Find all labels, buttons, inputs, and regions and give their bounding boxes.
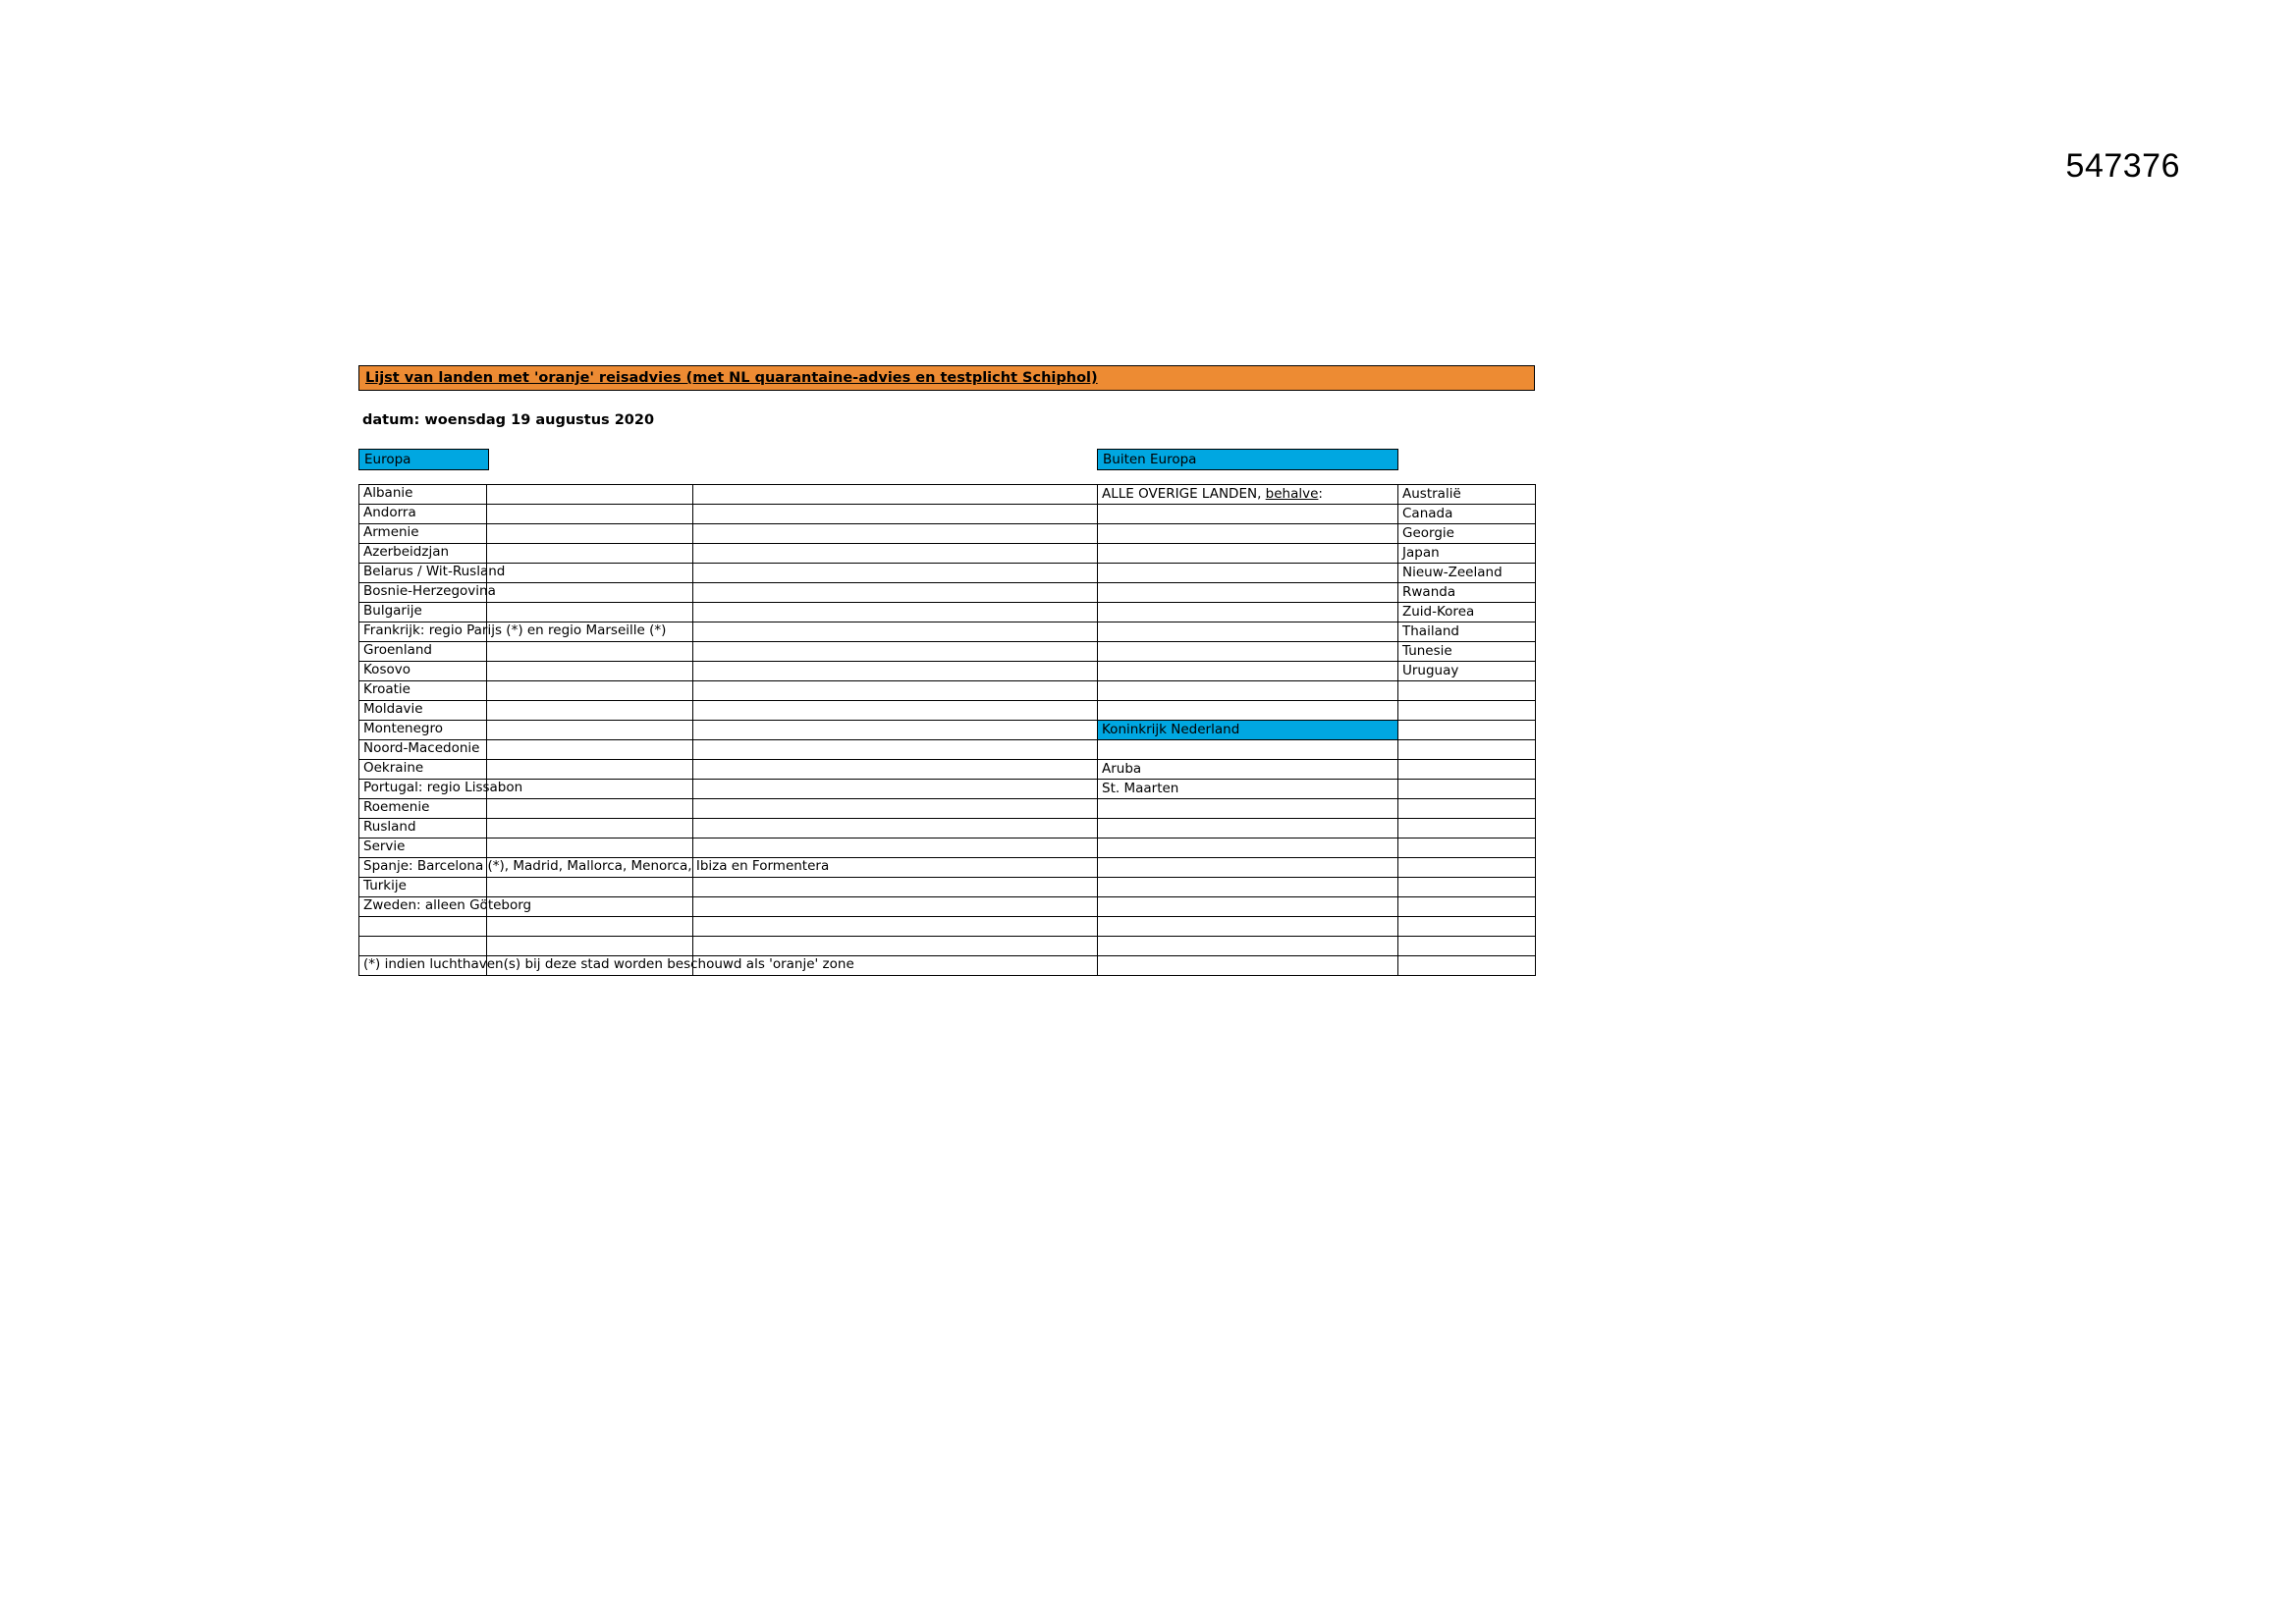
section-headers: [358, 449, 1537, 470]
cell-exception-country[interactable]: [1398, 681, 1536, 701]
cell-europa-country-label: Zweden: alleen Göteborg: [363, 897, 532, 913]
footnote-row: [359, 956, 1536, 976]
cell-exception-country[interactable]: [1398, 897, 1536, 917]
table-row: [359, 799, 1536, 819]
cell-empty[interactable]: [693, 564, 1098, 583]
table-row: [359, 544, 1536, 564]
cell-buiten-europa[interactable]: [1098, 524, 1398, 544]
cell-europa-country[interactable]: [359, 760, 487, 780]
document-date: datum: woensdag 19 augustus 2020: [362, 412, 655, 428]
cell-buiten-europa[interactable]: [1098, 681, 1398, 701]
cell-europa-country-label: Frankrijk: regio Parijs (*) en regio Marseille (*): [363, 622, 667, 638]
cell-empty[interactable]: [693, 917, 1098, 937]
cell-exception-country[interactable]: Canada: [1398, 505, 1536, 524]
cell-buiten-europa[interactable]: [1098, 603, 1398, 622]
cell-empty[interactable]: [693, 642, 1098, 662]
header-europa: Europa: [358, 449, 489, 470]
cell-buiten-europa[interactable]: [1098, 622, 1398, 642]
table-row: [359, 622, 1536, 642]
table-row: [359, 897, 1536, 917]
cell-empty[interactable]: [693, 583, 1098, 603]
cell-buiten-europa[interactable]: [1098, 917, 1398, 937]
cell-buiten-europa[interactable]: [1098, 897, 1398, 917]
cell-buiten-europa[interactable]: [1098, 858, 1398, 878]
cell-europa-country[interactable]: [359, 505, 487, 524]
cell-exception-country[interactable]: Georgie: [1398, 524, 1536, 544]
cell-europa-country-label: Bulgarije: [363, 603, 422, 619]
table-row: [359, 878, 1536, 897]
cell-europa-country-label: Kroatie: [363, 681, 410, 697]
cell-europa-country-label: Montenegro: [363, 721, 444, 736]
cell-exception-country[interactable]: Japan: [1398, 544, 1536, 564]
cell-europa-country-label: Azerbeidzjan: [363, 544, 450, 560]
cell-buiten-europa[interactable]: [1098, 956, 1398, 976]
cell-buiten-europa[interactable]: Aruba: [1098, 760, 1398, 780]
cell-europa-country-label: Albanie: [363, 485, 413, 501]
cell-empty[interactable]: [487, 878, 693, 897]
cell-buiten-europa[interactable]: [1098, 564, 1398, 583]
cell-europa-country[interactable]: [359, 681, 487, 701]
cell-europa-country[interactable]: [359, 701, 487, 721]
table-row: [359, 485, 1536, 505]
cell-europa-country-label: Kosovo: [363, 662, 410, 677]
cell-europa-country-label: Moldavie: [363, 701, 423, 717]
cell-buiten-europa[interactable]: [1098, 799, 1398, 819]
cell-exception-country[interactable]: [1398, 917, 1536, 937]
table-row: [359, 564, 1536, 583]
cell-exception-country[interactable]: Thailand: [1398, 622, 1536, 642]
cell-exception-country[interactable]: [1398, 937, 1536, 956]
cell-exception-country[interactable]: [1398, 760, 1536, 780]
table-row: [359, 524, 1536, 544]
cell-buiten-europa[interactable]: [1098, 505, 1398, 524]
cell-buiten-europa[interactable]: [1098, 839, 1398, 858]
cell-empty[interactable]: [487, 662, 693, 681]
cell-europa-country-label: Turkije: [363, 878, 407, 893]
cell-empty[interactable]: [693, 780, 1098, 799]
cell-exception-country[interactable]: [1398, 956, 1536, 976]
table-row: [359, 819, 1536, 839]
cell-europa-country[interactable]: [359, 740, 487, 760]
cell-exception-country[interactable]: [1398, 721, 1536, 740]
cell-empty[interactable]: [693, 937, 1098, 956]
cell-buiten-europa[interactable]: [1098, 937, 1398, 956]
cell-footnote[interactable]: [359, 956, 854, 976]
cell-europa-country[interactable]: [359, 662, 487, 681]
cell-exception-country[interactable]: [1398, 740, 1536, 760]
cell-europa-country[interactable]: [359, 839, 487, 858]
cell-empty[interactable]: [693, 721, 1098, 740]
document-title-bar: [358, 365, 1535, 391]
cell-empty[interactable]: [693, 819, 1098, 839]
cell-europa-country-label: Servie: [363, 839, 406, 854]
cell-exception-country[interactable]: Rwanda: [1398, 583, 1536, 603]
cell-europa-country-label: Roemenie: [363, 799, 430, 815]
cell-europa-country-label: Belarus / Wit-Rusland: [363, 564, 506, 579]
table-row: [359, 858, 1536, 878]
cell-exception-country[interactable]: Australië: [1398, 485, 1536, 505]
cell-empty[interactable]: [693, 505, 1098, 524]
cell-europa-country[interactable]: [359, 642, 487, 662]
cell-buiten-europa[interactable]: [1098, 701, 1398, 721]
cell-europa-country[interactable]: [359, 799, 487, 819]
document-number: 547376: [2065, 147, 2180, 185]
spreadsheet-area: [358, 365, 1537, 976]
cell-europa-country-label: Noord-Macedonie: [363, 740, 480, 756]
cell-exception-country[interactable]: Tunesie: [1398, 642, 1536, 662]
cell-buiten-europa-label: ALLE OVERIGE LANDEN, behalve:: [1102, 486, 1323, 502]
table-row: [359, 642, 1536, 662]
cell-empty[interactable]: [487, 839, 693, 858]
cell-empty[interactable]: [487, 819, 693, 839]
cell-empty[interactable]: [487, 681, 693, 701]
cell-empty[interactable]: [693, 839, 1098, 858]
cell-empty[interactable]: [693, 622, 1098, 642]
cell-europa-country[interactable]: [359, 937, 487, 956]
table-row: [359, 662, 1536, 681]
cell-europa-country-label: Oekraine: [363, 760, 424, 776]
footnote-label: (*) indien luchthaven(s) bij deze stad worden beschouwd als 'oranje' zone: [363, 956, 854, 972]
cell-europa-country-label: Rusland: [363, 819, 416, 835]
document-title: Lijst van landen met 'oranje' reisadvies (met NL quarantaine-advies en testplicht Schiphol): [365, 370, 1098, 386]
cell-empty[interactable]: [487, 564, 693, 583]
table-row: [359, 839, 1536, 858]
table-row: [359, 780, 1536, 799]
cell-empty[interactable]: [487, 740, 693, 760]
header-buiten-europa: Buiten Europa: [1097, 449, 1398, 470]
cell-exception-country[interactable]: [1398, 858, 1536, 878]
cell-empty[interactable]: [487, 799, 693, 819]
cell-exception-country[interactable]: [1398, 819, 1536, 839]
cell-europa-country[interactable]: [359, 524, 487, 544]
cell-europa-country-label: Andorra: [363, 505, 416, 520]
cell-europa-country[interactable]: [359, 858, 830, 878]
cell-europa-country[interactable]: [359, 544, 487, 564]
cell-empty[interactable]: [487, 505, 693, 524]
cell-europa-country[interactable]: [359, 917, 487, 937]
table-row: [359, 701, 1536, 721]
cell-exception-country[interactable]: Zuid-Korea: [1398, 603, 1536, 622]
cell-exception-country[interactable]: [1398, 780, 1536, 799]
cell-europa-country[interactable]: [359, 878, 487, 897]
cell-empty[interactable]: [487, 603, 693, 622]
cell-europa-country-label: Bosnie-Herzegovina: [363, 583, 496, 599]
cell-empty[interactable]: [693, 485, 1098, 505]
cell-empty[interactable]: [487, 917, 693, 937]
cell-empty[interactable]: [693, 799, 1098, 819]
cell-empty[interactable]: [487, 642, 693, 662]
cell-europa-country-label: Portugal: regio Lissabon: [363, 780, 523, 795]
cell-europa-country-label: Groenland: [363, 642, 432, 658]
cell-exception-country[interactable]: [1398, 799, 1536, 819]
table-row: [359, 917, 1536, 937]
cell-europa-country[interactable]: [359, 485, 487, 505]
cell-empty[interactable]: [487, 583, 693, 603]
table-row: [359, 937, 1536, 956]
cell-empty[interactable]: [693, 662, 1098, 681]
cell-empty[interactable]: [487, 485, 693, 505]
cell-exception-country[interactable]: Nieuw-Zeeland: [1398, 564, 1536, 583]
cell-empty[interactable]: [693, 878, 1098, 897]
cell-buiten-europa[interactable]: [1098, 740, 1398, 760]
table-row: [359, 603, 1536, 622]
cell-europa-country[interactable]: [359, 780, 523, 799]
cell-empty[interactable]: [693, 701, 1098, 721]
table-row: [359, 740, 1536, 760]
cell-buiten-europa[interactable]: [1098, 544, 1398, 564]
cell-buiten-europa[interactable]: Koninkrijk Nederland: [1098, 721, 1398, 740]
cell-exception-country[interactable]: [1398, 701, 1536, 721]
cell-europa-country[interactable]: [359, 583, 496, 603]
cell-empty[interactable]: [487, 544, 693, 564]
cell-buiten-europa[interactable]: [1098, 485, 1398, 505]
cell-buiten-europa[interactable]: [1098, 819, 1398, 839]
cell-europa-country[interactable]: [359, 897, 532, 917]
table-row: [359, 721, 1536, 740]
cell-buiten-europa[interactable]: [1098, 642, 1398, 662]
table-row: [359, 760, 1536, 780]
table-row: [359, 681, 1536, 701]
cell-buiten-europa[interactable]: St. Maarten: [1098, 780, 1398, 799]
cell-europa-country[interactable]: [359, 721, 487, 740]
cell-empty[interactable]: [487, 937, 693, 956]
cell-europa-country[interactable]: [359, 819, 487, 839]
table-row: [359, 583, 1536, 603]
cell-empty[interactable]: [487, 701, 693, 721]
cell-europa-country-label: Spanje: Barcelona (*), Madrid, Mallorca, Menorca, Ibiza en Formentera: [363, 858, 830, 874]
cell-empty[interactable]: [693, 544, 1098, 564]
cell-empty[interactable]: [693, 760, 1098, 780]
cell-empty[interactable]: [487, 760, 693, 780]
cell-europa-country-label: Armenie: [363, 524, 419, 540]
cell-exception-country[interactable]: [1398, 878, 1536, 897]
cell-empty[interactable]: [487, 721, 693, 740]
cell-empty[interactable]: [693, 681, 1098, 701]
cell-empty[interactable]: [487, 524, 693, 544]
cell-empty[interactable]: [693, 524, 1098, 544]
cell-europa-country[interactable]: [359, 564, 506, 583]
cell-buiten-europa[interactable]: [1098, 583, 1398, 603]
cell-buiten-europa[interactable]: [1098, 662, 1398, 681]
cell-empty[interactable]: [693, 603, 1098, 622]
cell-empty[interactable]: [693, 740, 1098, 760]
country-table: [358, 484, 1536, 976]
cell-exception-country[interactable]: Uruguay: [1398, 662, 1536, 681]
cell-europa-country[interactable]: [359, 603, 487, 622]
cell-europa-country[interactable]: [359, 622, 667, 642]
cell-empty[interactable]: [693, 897, 1098, 917]
cell-exception-country[interactable]: [1398, 839, 1536, 858]
cell-buiten-europa[interactable]: [1098, 878, 1398, 897]
table-row: [359, 505, 1536, 524]
